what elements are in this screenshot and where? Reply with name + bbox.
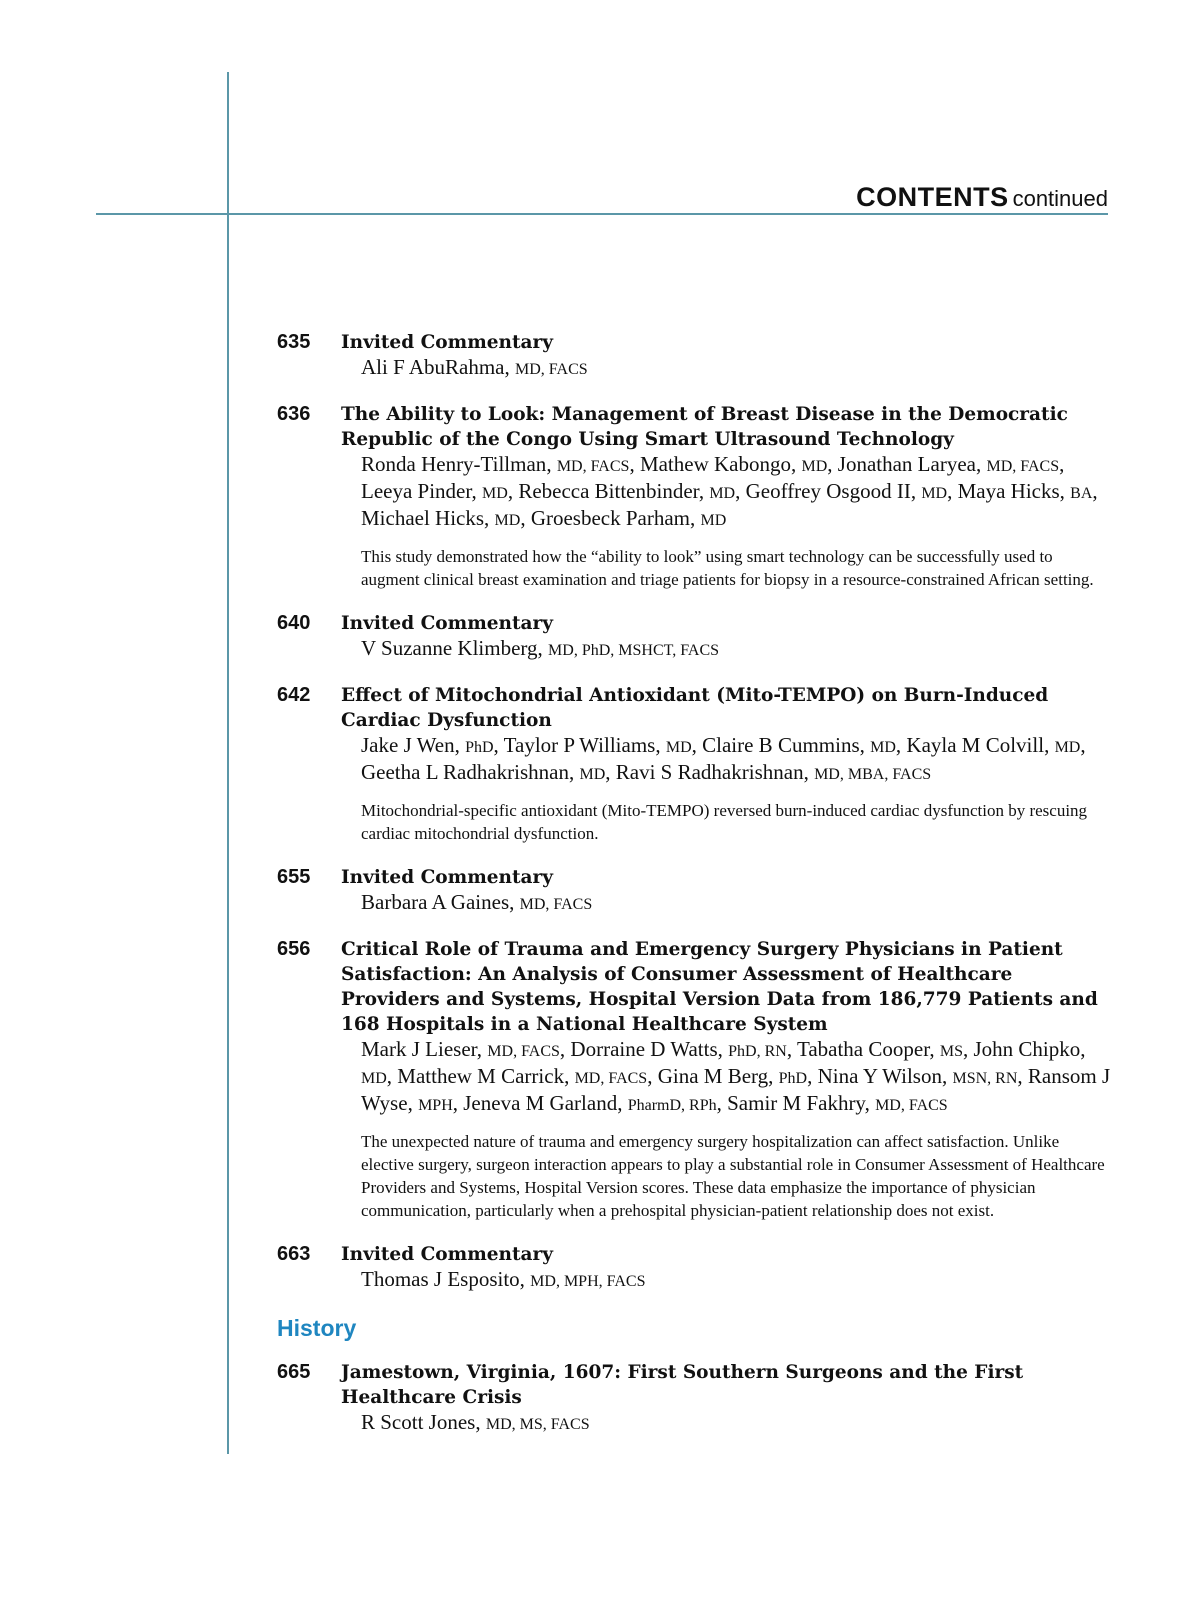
author-degrees: MD, FACS [487, 1043, 560, 1060]
author-list: Jake J Wen, PhD, Taylor P Williams, MD, Claire B Cummins, MD, Kayla M Colvill, MD, Geetha L Radhakrishnan, MD, Ravi S Radhakrishnan, MD, MBA, FACS [361, 733, 1086, 784]
author-degrees: MD [921, 485, 948, 502]
author-degrees: MD, FACS [574, 1070, 648, 1087]
author-degrees: PhD [778, 1070, 808, 1087]
section-heading-history: History [277, 1315, 357, 1341]
author-name: Michael Hicks [361, 506, 485, 530]
contents-list [0, 330, 1200, 1457]
author-name: Jake J Wen [361, 733, 455, 757]
toc-entry [0, 330, 1200, 382]
author-degrees: MD, MPH, FACS [530, 1273, 646, 1290]
page-header [856, 182, 1108, 213]
author-name: Mark J Lieser [361, 1037, 477, 1061]
author-degrees: MD, MBA, FACS [814, 766, 932, 783]
author-name: Jeneva M Garland [463, 1091, 618, 1115]
page-number: 665 [277, 1361, 311, 1383]
author-degrees: MD [579, 766, 606, 783]
author-degrees: MS [939, 1043, 963, 1060]
author-name: Geoffrey Osgood II [745, 479, 911, 503]
toc-entry [0, 402, 1200, 591]
author-degrees: PharmD, RPh [627, 1097, 717, 1114]
header-title: CONTENTS [856, 182, 1009, 212]
article-title[interactable]: Critical Role of Trauma and Emergency Surgery Physicians in Patient Satisfaction: An Analysis of Consumer Assessment of Healthcare Providers and Systems, Hospital Version Data from 186,779 Patients and 168 Hospitals in a National Healthcare System [341, 939, 1098, 1035]
author-name: Ali F AbuRahma [361, 355, 505, 379]
author-degrees: MD, FACS [875, 1097, 948, 1114]
author-name: Tabatha Cooper [796, 1037, 930, 1061]
article-title[interactable]: The Ability to Look: Management of Breast Disease in the Democratic Republic of the Congo Using Smart Ultrasound Technology [341, 404, 1068, 450]
article-title[interactable]: Jamestown, Virginia, 1607: First Southern Surgeons and the First Healthcare Crisis [341, 1362, 1024, 1408]
author-list: V Suzanne Klimberg, MD, PhD, MSHCT, FACS [361, 636, 720, 660]
toc-entry [0, 611, 1200, 663]
author-name: Matthew M Carrick [397, 1064, 565, 1088]
author-name: Ransom J Wyse [361, 1064, 1111, 1115]
author-name: Rebecca Bittenbinder [518, 479, 699, 503]
article-summary: Mitochondrial-specific antioxidant (Mito-TEMPO) reversed burn-induced cardiac dysfunction by rescuing cardiac mitochondrial dysfunction. [361, 801, 1088, 843]
author-degrees: MD [361, 1070, 387, 1087]
author-name: Barbara A Gaines [361, 890, 510, 914]
article-title[interactable]: Effect of Mitochondrial Antioxidant (Mito-TEMPO) on Burn-Induced Cardiac Dysfunction [341, 685, 1049, 731]
author-name: Ravi S Radhakrishnan [615, 760, 804, 784]
toc-entry [0, 1360, 1200, 1437]
author-degrees: MD, PhD, MSHCT, FACS [548, 642, 720, 659]
author-name: V Suzanne Klimberg [361, 636, 538, 660]
author-name: Maya Hicks [957, 479, 1060, 503]
author-name: Dorraine D Watts [570, 1037, 718, 1061]
article-entries [0, 330, 1200, 1294]
header-rule [96, 213, 1108, 215]
author-degrees: PhD [465, 739, 494, 756]
author-list: Mark J Lieser, MD, FACS, Dorraine D Watts, PhD, RN, Tabatha Cooper, MS, John Chipko, MD, Matthew M Carrick, MD, FACS, Gina M Berg, PhD, Nina Y Wilson, MSN, RN, Ransom J Wyse, MPH, Jeneva M Garland, PharmD, RPh, Samir M Fakhry, MD, FACS [361, 1037, 1111, 1115]
author-degrees: MPH [418, 1097, 453, 1114]
author-name: Taylor P Williams [503, 733, 656, 757]
author-name: Gina M Berg [657, 1064, 769, 1088]
author-list: Barbara A Gaines, MD, FACS [361, 890, 593, 914]
author-name: Kayla M Colvill [906, 733, 1045, 757]
author-degrees: MD, MS, FACS [485, 1416, 590, 1433]
author-degrees: MD [494, 512, 521, 529]
author-name: Thomas J Esposito [361, 1267, 520, 1291]
history-entries [0, 1360, 1200, 1437]
page-number: 642 [277, 684, 311, 706]
page-number: 635 [277, 331, 311, 353]
author-name: Jonathan Laryea [837, 452, 976, 476]
toc-entry [0, 683, 1200, 845]
page-number: 663 [277, 1243, 311, 1265]
author-name: Nina Y Wilson [817, 1064, 942, 1088]
author-name: Mathew Kabongo [639, 452, 791, 476]
article-title[interactable]: Invited Commentary [341, 1244, 554, 1265]
author-list: Ronda Henry-Tillman, MD, FACS, Mathew Kabongo, MD, Jonathan Laryea, MD, FACS, Leeya Pinder, MD, Rebecca Bittenbinder, MD, Geoffrey Osgood II, MD, Maya Hicks, BA, Michael Hicks, MD, Groesbeck Parham, MD [361, 452, 1098, 530]
article-summary: This study demonstrated how the “ability to look” using smart technology can be successfully used to augment clinical breast examination and triage patients for biopsy in a resource-constrained African setting. [361, 547, 1094, 589]
author-degrees: MD [1054, 739, 1081, 756]
author-degrees: MD, FACS [556, 458, 630, 475]
page-number: 656 [277, 938, 311, 960]
author-degrees: MD, FACS [519, 896, 593, 913]
author-name: John Chipko [973, 1037, 1081, 1061]
author-name: Groesbeck Parham [530, 506, 691, 530]
author-name: Geetha L Radhakrishnan [361, 760, 569, 784]
author-list: Ali F AbuRahma, MD, FACS [361, 355, 588, 379]
page-number: 640 [277, 612, 311, 634]
author-name: Samir M Fakhry [727, 1091, 865, 1115]
author-degrees: MD [801, 458, 828, 475]
author-name: Ronda Henry-Tillman [361, 452, 547, 476]
author-degrees: MSN, RN [952, 1070, 1018, 1087]
author-name: Leeya Pinder [361, 479, 472, 503]
author-list: Thomas J Esposito, MD, MPH, FACS [361, 1267, 646, 1291]
author-degrees: BA [1070, 485, 1093, 502]
article-title[interactable]: Invited Commentary [341, 332, 554, 353]
article-title[interactable]: Invited Commentary [341, 867, 554, 888]
author-degrees: MD [482, 485, 508, 502]
author-name: Claire B Cummins [702, 733, 860, 757]
author-degrees: MD [700, 512, 727, 529]
toc-entry [0, 1242, 1200, 1294]
author-degrees: MD [870, 739, 896, 756]
article-title[interactable]: Invited Commentary [341, 613, 554, 634]
page-number: 655 [277, 866, 311, 888]
author-degrees: PhD, RN [728, 1043, 787, 1060]
toc-entry [0, 865, 1200, 917]
article-summary: The unexpected nature of trauma and emergency surgery hospitalization can affect satisfaction. Unlike elective surgery, surgeon interaction appears to play a substantial role in Consumer Assessment of Healthcare Providers and Systems, Hospital Version scores. These data emphasize the importance of physician communication, particularly when a prehospital physician-patient relationship does not exist. [361, 1132, 1105, 1220]
header-subtitle: continued [1012, 186, 1108, 211]
author-list: R Scott Jones, MD, MS, FACS [361, 1410, 590, 1434]
author-degrees: MD, FACS [986, 458, 1060, 475]
toc-entry [0, 937, 1200, 1222]
author-name: R Scott Jones [361, 1410, 476, 1434]
author-degrees: MD [665, 739, 692, 756]
author-degrees: MD [709, 485, 736, 502]
page-number: 636 [277, 403, 311, 425]
author-degrees: MD, FACS [515, 361, 588, 378]
